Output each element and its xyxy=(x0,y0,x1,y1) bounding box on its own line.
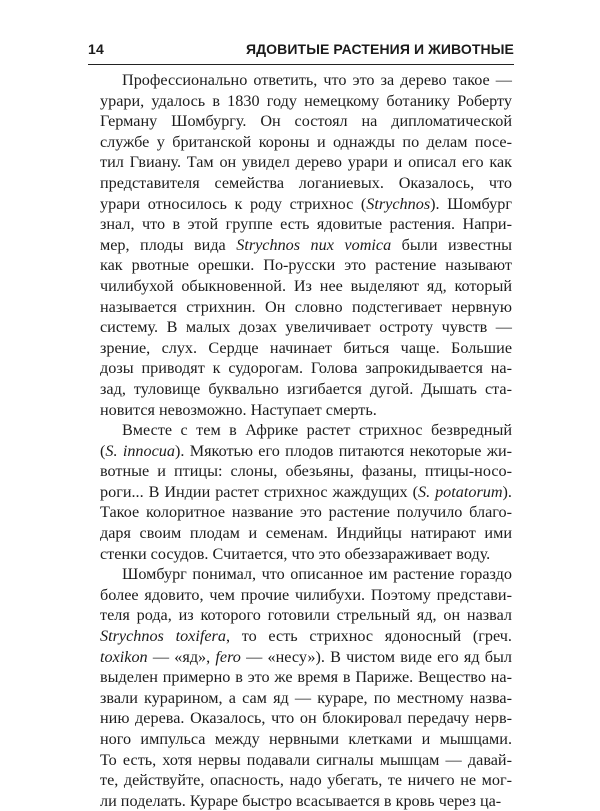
text-line xyxy=(100,564,512,585)
text-run: ). xyxy=(502,482,512,501)
text-line xyxy=(100,544,512,565)
text-line xyxy=(100,358,512,379)
text-line xyxy=(100,667,512,688)
paragraph xyxy=(100,564,512,811)
text-line xyxy=(100,91,512,112)
text-run: урари, удалось в 1830 году немецкому ботанику Роберту xyxy=(100,91,512,110)
text-run: как рвотные орешки. По-русски это растение называют xyxy=(100,256,512,275)
text-run: даря своим плодам и семенам. Индийцы натирают ими xyxy=(100,524,512,543)
body-text xyxy=(100,70,512,811)
text-run: представителя семейства логаниевых. Оказалось, что xyxy=(100,173,512,192)
italic-term: fero xyxy=(215,647,241,666)
text-line xyxy=(100,647,512,668)
text-line xyxy=(100,379,512,400)
text-run: Вместе с тем в Африке растет стрихнос безвредный xyxy=(122,421,512,440)
text-run: урари относилось к роду стрихнос ( xyxy=(100,194,367,213)
text-line xyxy=(100,441,512,462)
text-run: ). Шомбург xyxy=(430,194,512,213)
text-line xyxy=(100,111,512,132)
italic-term: S. innocua xyxy=(105,441,175,460)
text-run: Профессионально ответить, что это за дерево такое — xyxy=(122,71,512,89)
text-run: новится невозможно. Наступает смерть. xyxy=(100,400,377,419)
text-run: — «несу»). В чистом виде его яд был xyxy=(240,647,512,666)
text-run: зрение, слух. Сердце начинает биться чаще. Большие xyxy=(100,338,512,357)
text-line xyxy=(100,770,512,791)
text-run: ного импульса между нервными клетками и мышцами. xyxy=(100,730,512,748)
paragraph xyxy=(100,70,512,420)
text-line xyxy=(100,255,512,276)
running-title: ЯДОВИТЫЕ РАСТЕНИЯ И ЖИВОТНЫЕ xyxy=(245,41,514,57)
text-run: ли поделать. Кураре быстро всасывается в кровь через ца- xyxy=(100,791,502,810)
italic-term: toxikon xyxy=(100,647,148,666)
text-run: Герману Шомбургу. Он состоял на дипломатической xyxy=(100,112,512,131)
text-run: То есть, хотя нервы подавали сигналы мышцам — давай- xyxy=(100,750,512,769)
text-run: ). Мякотью его плодов питаются некоторые жи- xyxy=(174,441,512,460)
text-line xyxy=(100,132,512,153)
text-run: — «яд», xyxy=(147,647,216,666)
text-line xyxy=(100,791,512,811)
text-run: были известны xyxy=(391,235,512,254)
text-line xyxy=(100,708,512,729)
text-run: те, действуйте, опасность, надо убегать, те ничего не мог- xyxy=(100,771,512,790)
italic-term: Strychnos nux vomica xyxy=(236,235,392,254)
text-line xyxy=(100,276,512,297)
italic-term: Strychnos xyxy=(366,194,431,213)
text-line xyxy=(100,605,512,626)
text-line xyxy=(100,214,512,235)
text-line xyxy=(100,235,512,256)
text-line xyxy=(100,420,512,441)
page-header xyxy=(88,38,514,64)
header-rule xyxy=(88,64,514,65)
text-run: зад, туловище буквально изгибается дугой. Дышать ста- xyxy=(100,379,512,398)
paragraph xyxy=(100,420,512,564)
text-line xyxy=(100,750,512,771)
text-line xyxy=(100,338,512,359)
text-run: мер, плоды вида xyxy=(100,235,237,254)
text-run: систему. В малых дозах увеличивает остроту чувств — xyxy=(100,318,512,337)
text-line xyxy=(100,461,512,482)
text-line xyxy=(100,523,512,544)
text-run: тил Гвиану. Там он увидел дерево урари и описал его как xyxy=(100,153,512,172)
text-line xyxy=(100,585,512,606)
text-line xyxy=(100,70,512,91)
text-run: , то есть стрихнос ядоносный (греч. xyxy=(225,627,512,646)
italic-term: Strychnos toxifera xyxy=(100,627,226,646)
text-run: стенки сосудов. Считается, что это обеззараживает воду. xyxy=(100,544,491,563)
text-run: знал, что в этой группе есть ядовитые растения. Напри- xyxy=(100,215,512,234)
text-run: вотные и птицы: слоны, обезьяны, фазаны, птицы-носо- xyxy=(100,462,512,481)
text-run: теля рода, из которого готовили стрельный яд, он назвал xyxy=(100,606,512,625)
text-run: ( xyxy=(100,441,106,460)
text-run: роги... В Индии растет стрихнос жаждущих ( xyxy=(100,482,418,501)
text-line xyxy=(100,297,512,318)
text-run: более ядовито, чем прочие чилибухи. Поэтому представи- xyxy=(100,585,512,604)
text-run: нию дерева. Оказалось, что он блокировал передачу нерв- xyxy=(100,709,512,728)
text-line xyxy=(100,626,512,647)
text-line xyxy=(100,400,512,421)
text-run: службе у британской короны и однажды по делам посе- xyxy=(100,132,512,151)
text-line xyxy=(100,194,512,215)
text-run: Шомбург понимал, что описанное им растение гораздо xyxy=(122,565,512,584)
text-run: называется стрихнин. Он словно подстегивает нервную xyxy=(100,297,512,316)
text-line xyxy=(100,173,512,194)
page-number: 14 xyxy=(88,41,104,57)
text-line xyxy=(100,152,512,173)
text-run: звали курарином, а сам яд — кураре, по местному назва- xyxy=(100,688,512,707)
text-run: дозы приводят к судорогам. Голова запрокидывается на- xyxy=(100,359,512,378)
text-line xyxy=(100,502,512,523)
text-run: чилибухой обыкновенной. Из нее выделяют яд, который xyxy=(100,276,512,295)
text-line xyxy=(100,482,512,503)
text-line xyxy=(100,729,512,750)
text-run: Такое колоритное название это растение получило благо- xyxy=(100,503,512,522)
text-run: выделен примерно в это же время в Париже. Вещество на- xyxy=(100,668,512,687)
italic-term: S. potatorum xyxy=(418,482,503,501)
text-line xyxy=(100,688,512,709)
text-line xyxy=(100,317,512,338)
